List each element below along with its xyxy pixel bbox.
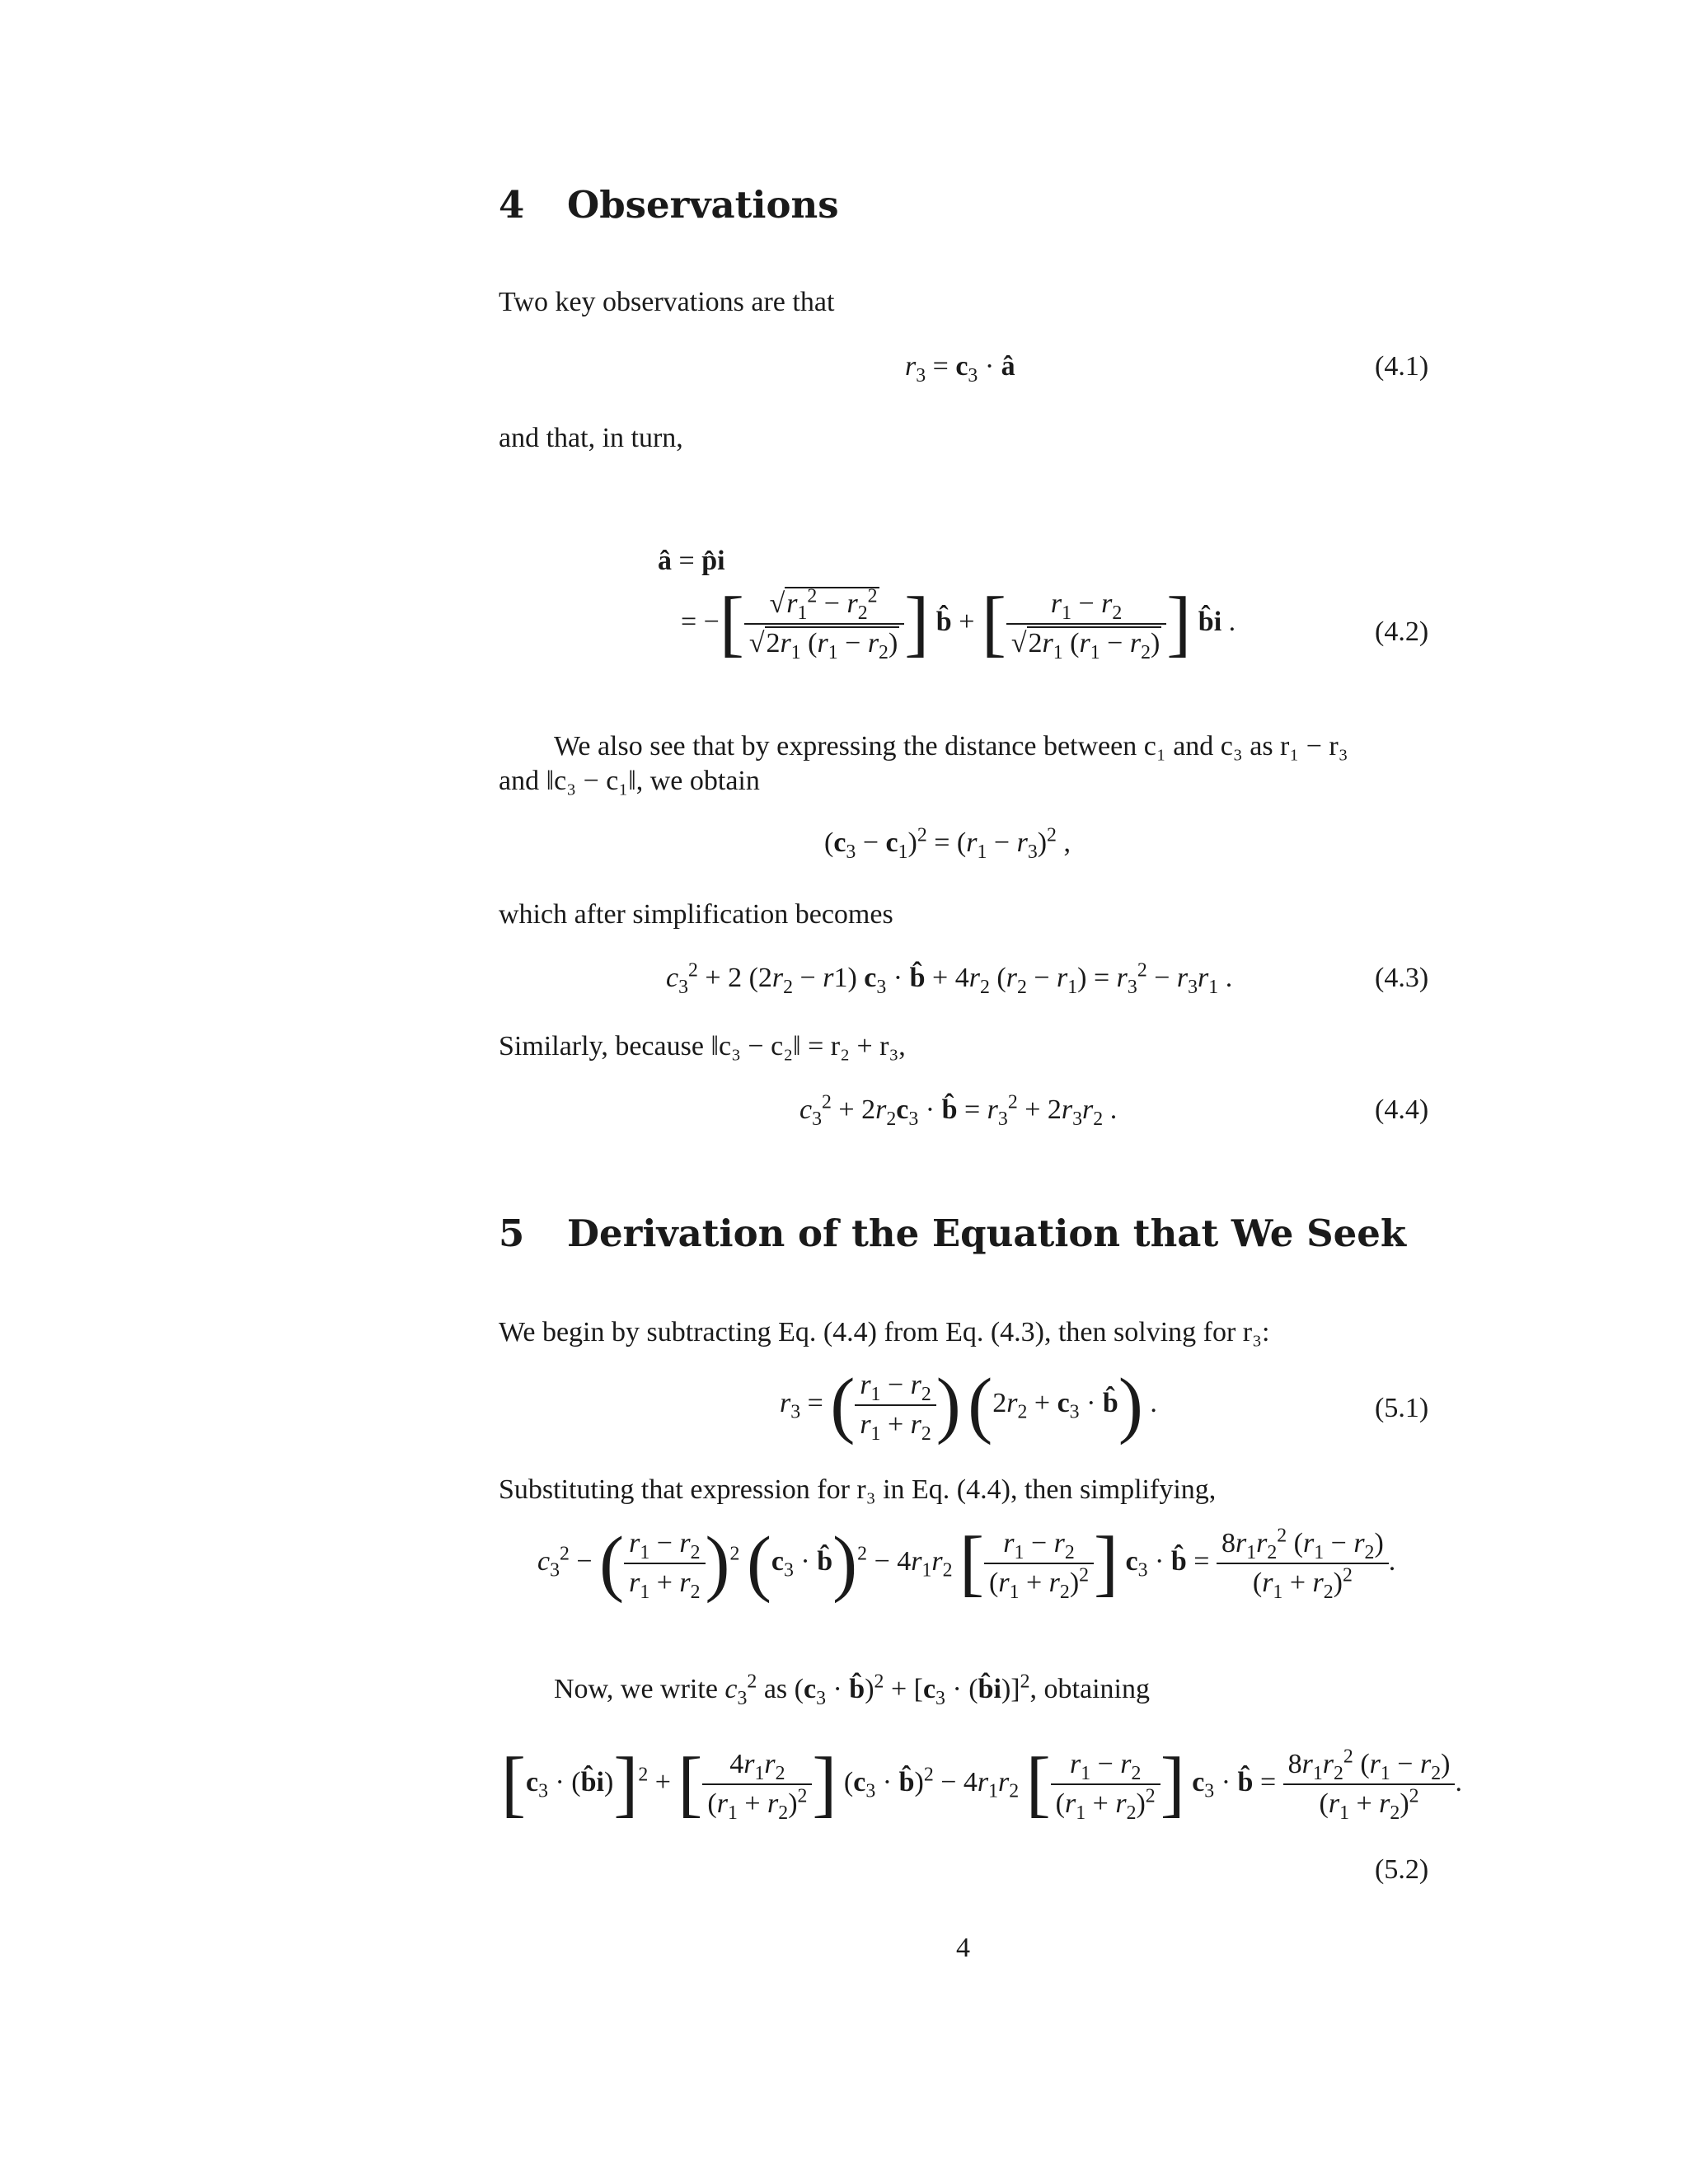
equation-number-4-4: (4.4) <box>1375 1094 1429 1125</box>
section-5-intro: We begin by subtracting Eq. (4.4) from Eq. (4.3), then solving for r₃: <box>499 1317 1270 1347</box>
equation-number-4-3: (4.3) <box>1375 963 1429 993</box>
substituting-text: Substituting that expression for r₃ in Eq. (4.4), then simplifying, <box>499 1474 1217 1505</box>
equation-5-2: [$c_3$ · (b̂i)]$^2$ + [ $\frac{4r_1r_2}{(r_1 + r_2)^2}$ ] ($c_3$ · b̂)$^2$ − $4r_1r_2$ [ $\frac{r_1 - r_2}{(r_1 + r_2)^2}$ ] $c_3$ · b̂ = $\frac{8r_1r_2^2 (r_1 - r_2)}{(r_1 + r_2)^2}$ . <box>501 1743 1462 1825</box>
distance-paragraph-line2: and ‖c₃ − c₁‖, we obtain <box>499 766 760 796</box>
equation-substituted: $c_3^2$ − ( $\frac{r_1 - r_2}{r_1 + r_2}$ )$^2$ ($c_3$ · b̂)$^2$ − $4r_1r_2$ [ $\frac{r_1 - r_2}{(r_1 + r_2)^2}$ ] $c_3$ · b̂ = $\frac{8r_1r_2^2 (r_1 - r_2)}{(r_1 + r_2)^2}$ . <box>537 1522 1396 1604</box>
equation-5-1: $r_3$ = ( $\frac{r_1 - r_2}{r_1 + r_2}$ ) ($2r_2 + c_3$ · b̂) . <box>780 1364 1157 1446</box>
equation-number-4-1: (4.1) <box>1375 351 1429 382</box>
section-4-title: Observations <box>567 183 839 227</box>
section-5-title: Derivation of the Equation that We Seek <box>567 1212 1407 1255</box>
equation-4-4: $c_3^2 + 2r_2c_3$ · b̂ = $r_3^2 + 2r_3r_2$ . <box>799 1091 1118 1130</box>
distance-paragraph-line1: We also see that by expressing the distance between c₁ and c₃ as r₁ − r₃ <box>554 731 1348 762</box>
after-eq-4-1-text: and that, in turn, <box>499 423 683 453</box>
equation-number-5-1: (5.1) <box>1375 1393 1429 1423</box>
equation-squared-distance: $(c_3 - c_1)^2 = (r_1 - r_3)^2$ , <box>824 824 1071 863</box>
equation-4-3: $c_3^2 + 2$ $(2r_2 - r1) c_3$ · b̂ + $4r_2$ $(r_2 - r_1) = r_3^2 - r_3r_1$ . <box>666 959 1233 998</box>
section-5-number: 5 <box>499 1212 525 1255</box>
now-we-write-line: Now, we write $c_3^2$ as ($c_3$ · b̂)$^2$ + [$c_3$ · (b̂i)]$^2$, obtaining <box>554 1671 1150 1709</box>
page-number: 4 <box>956 1933 970 1963</box>
section-4-intro: Two key observations are that <box>499 287 835 317</box>
equation-4-2-line1: â = p̂i <box>658 546 725 576</box>
equation-number-4-2: (4.2) <box>1375 616 1429 647</box>
similarly-text: Similarly, because ‖c₃ − c₂‖ = r₂ + r₃, <box>499 1031 906 1062</box>
section-4-number: 4 <box>499 183 525 227</box>
equation-4-2-line2: = −[ $\frac{√r_1^2 - r_2^2}{√2r_1 (r_1 - r_2)}$ ] b̂ + [ $\frac{r_1 - r_2}{√2r_1 (r_1 - r_2)}$ ] b̂i . <box>681 583 1236 664</box>
after-squared-text: which after simplification becomes <box>499 899 893 930</box>
equation-4-1: $r_3 = c_3$ · â <box>905 351 1015 387</box>
equation-number-5-2: (5.2) <box>1375 1854 1429 1885</box>
